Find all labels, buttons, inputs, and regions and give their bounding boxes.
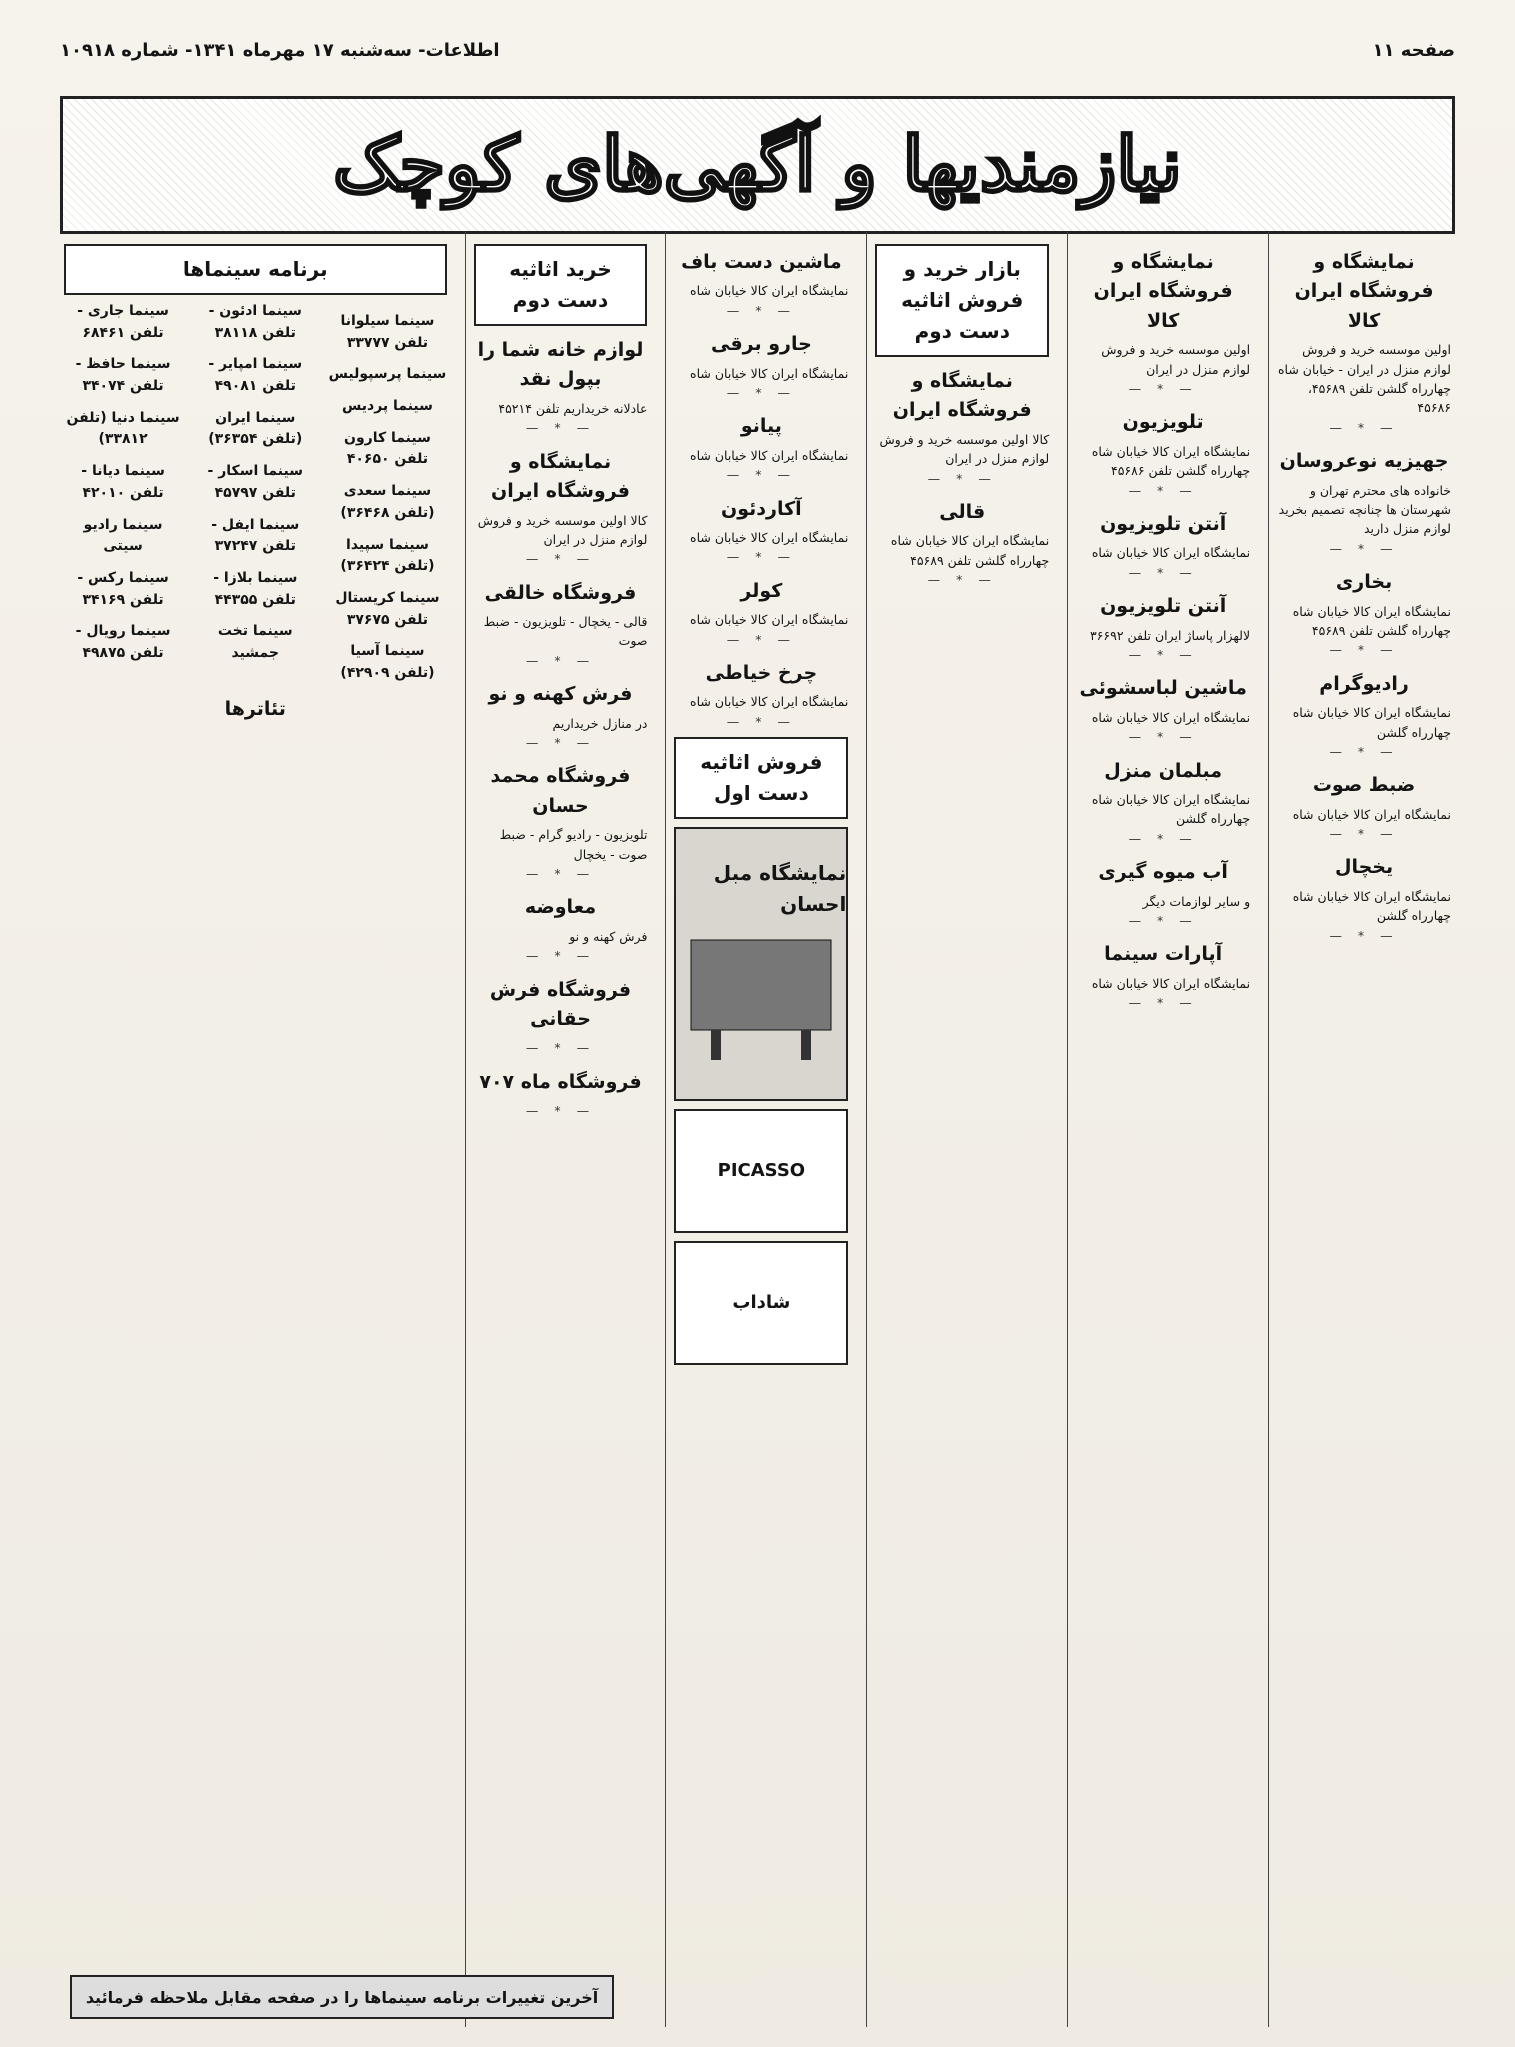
listing-heading: ماشین دست باف — [681, 251, 842, 273]
listing-heading: تلویزیون — [1122, 411, 1204, 434]
separator: — * — — [1329, 826, 1399, 842]
separator: — * — — [726, 467, 796, 483]
cinema-listing: سینما ایران (تلفن ۳۶۳۵۴) — [208, 409, 303, 448]
listing-text: تلویزیون - رادیو گرام - ضبط صوت - یخچال — [499, 827, 648, 862]
listing-text: خانواده های محترم تهران و شهرستان ها چنانچه تصمیم بخرید لوازم منزل دارید — [1278, 482, 1451, 537]
listing-text: نمایشگاه ایران کالا خیابان شاه چهارراه گلشن — [1091, 792, 1251, 827]
separator: — * — — [525, 420, 596, 436]
listing-text: نمایشگاه ایران کالا خیابان شاه — [1091, 975, 1251, 991]
page-number: صفحه ۱۱ — [1372, 39, 1455, 61]
listing-heading: کولر — [740, 579, 783, 602]
cinema-listing: سینما حافظ - تلفن ۳۴۰۷۴ — [75, 356, 171, 395]
ad-mobl — [674, 827, 848, 1101]
column-2 — [1067, 232, 1258, 2027]
listing-heading: آنتن تلویزیون — [1100, 595, 1227, 618]
column-5 — [465, 232, 656, 2027]
listing-heading: یخچال — [1334, 856, 1394, 879]
cinema-listing: سینما سعدی (تلفن ۳۶۴۶۸) — [340, 483, 435, 521]
listing-text: نمایشگاه ایران کالا خیابان شاه چهارراه گلشن تلفن ۴۵۶۸۶ — [1091, 443, 1251, 479]
issue-info: اطلاعات- سه‌شنبه ۱۷ مهرماه ۱۳۴۱- شماره ۱۰۹۱۸ — [60, 39, 500, 61]
listing-text: اولین موسسه خرید و فروش لوازم منزل در ایران - خیابان شاه چهارراه گلشن تلفن ۴۵۶۸۹، ۴۵۶۸۶ — [1277, 342, 1451, 416]
listing-text: نمایشگاه ایران کالا خیابان شاه — [690, 530, 849, 545]
listing-text: نمایشگاه ایران کالا خیابان شاه — [690, 612, 849, 628]
footer-notice: آخرین تغییرات برنامه سینماها را در صفحه مقابل ملاحظه فرمائید — [70, 1975, 614, 2019]
cinema-listing: سینما کارون تلفن ۴۰۶۵۰ — [344, 429, 431, 468]
cinema-listing: سینما رادیو سیتی — [83, 516, 163, 555]
separator: — * — — [525, 866, 596, 881]
page-header — [60, 28, 1455, 72]
chair-icon — [671, 920, 851, 1070]
cinema-listing: سینما پرسپولیس — [328, 366, 447, 383]
listing-heading: نمایشگاه و فروشگاه ایران کالا — [1093, 251, 1233, 332]
listing-heading: مبلمان منزل — [1104, 759, 1223, 782]
listing-heading: فروشگاه فرش حقانی — [489, 978, 632, 1030]
listing-text: نمایشگاه ایران کالا خیابان شاه — [690, 447, 849, 463]
column-6-cinemas — [56, 232, 455, 2027]
cinema-listing: سینما رکس - تلفن ۳۴۱۶۹ — [77, 569, 169, 608]
banner-title: نیازمندیها و آگهی‌های کوچک — [333, 122, 1182, 208]
separator: — * — — [726, 549, 796, 565]
separator: — * — — [1128, 647, 1198, 662]
listing-text: نمایشگاه ایران کالا خیابان شاه — [690, 283, 849, 299]
ad-title: نمایشگاه مبل احسان — [713, 861, 847, 917]
listing-heading: فروشگاه خالقی — [484, 581, 637, 604]
separator: — * — — [726, 713, 796, 729]
listing-text: نمایشگاه ایران کالا خیابان شاه چهارراه گلشن — [1292, 888, 1451, 924]
separator: — * — — [1128, 381, 1198, 397]
columns — [56, 232, 1459, 2027]
used-second-box: خرید اثاثیه دست دوم — [474, 244, 648, 326]
separator: — * — — [525, 948, 596, 964]
listing-text: عادلانه خریداریم تلفن ۴۵۲۱۴ — [498, 400, 648, 416]
listing-text: فرش کهنه و نو — [569, 928, 648, 944]
listing-text: کالا اولین موسسه خرید و فروش لوازم منزل در ایران — [477, 512, 648, 547]
separator: — * — — [1128, 482, 1198, 498]
separator: — * — — [525, 652, 596, 668]
separator: — * — — [1128, 564, 1198, 580]
separator: — * — — [1128, 912, 1198, 928]
column-4 — [665, 232, 856, 2027]
listing-heading: نمایشگاه و فروشگاه ایران — [892, 370, 1032, 422]
listing-heading: جارو برقی — [710, 333, 812, 356]
separator: — * — — [1329, 927, 1399, 943]
listing-heading: فرش کهنه و نو — [488, 683, 633, 706]
cinema-listing: سینما بلازا - تلفن ۴۴۳۵۵ — [213, 569, 298, 608]
column-3 — [866, 232, 1057, 2027]
cinema-listing: سینما کریستال تلفن ۳۷۶۷۵ — [335, 589, 440, 628]
cinema-listing: سینما آسیا (تلفن ۴۲۹۰۹) — [340, 643, 435, 681]
listing-heading: آب میوه گیری — [1098, 861, 1228, 884]
listing-heading: چرخ خیاطی — [705, 661, 818, 684]
column-1 — [1268, 232, 1459, 2027]
cinema-listing: سینما دنیا (تلفن ۳۳۸۱۲) — [66, 409, 180, 448]
cinema-listing: سینما تخت جمشید — [217, 623, 293, 661]
listing-heading: نمایشگاه و فروشگاه ایران کالا — [1294, 251, 1434, 332]
separator: — * — — [525, 1040, 596, 1056]
listing-text: لالهزار پاساژ ایران تلفن ۳۶۶۹۲ — [1089, 627, 1251, 643]
theaters-title: تئاترها — [224, 697, 286, 720]
listing-heading: فروشگاه محمد حسان — [490, 765, 631, 817]
listing-heading: قالی — [939, 501, 986, 523]
used-first-box: فروش اثاثیه دست اول — [674, 737, 848, 819]
listing-text: نمایشگاه ایران کالا خیابان شاه — [1292, 806, 1451, 822]
cinema-listing: سینما دیانا - تلفن ۴۲۰۱۰ — [81, 463, 165, 501]
listing-text: نمایشگاه ایران کالا خیابان شاه — [690, 694, 849, 710]
listing-text: نمایشگاه ایران کالا خیابان شاه چهارراه گلشن تلفن ۴۵۶۸۹ — [890, 533, 1050, 568]
separator: — * — — [525, 1103, 596, 1119]
listing-text: نمایشگاه ایران کالا خیابان شاه — [1091, 709, 1251, 725]
cinema-listing: سینما امپایر - تلفن ۴۹۰۸۱ — [208, 356, 303, 395]
cinema-title: برنامه سینماها — [64, 244, 447, 295]
separator: — * — — [525, 735, 596, 750]
separator: — * — — [1329, 743, 1399, 759]
listing-heading: جهیزیه نوعروسان — [1279, 450, 1449, 473]
listing-text: در منازل خریداریم — [552, 715, 648, 731]
listing-text: نمایشگاه ایران کالا خیابان شاه — [1091, 545, 1251, 561]
cinema-listing: سینما پردیس — [341, 398, 433, 415]
separator: — * — — [1128, 830, 1198, 846]
listing-heading: آنتن تلویزیون — [1100, 513, 1227, 535]
separator: — * — — [1128, 729, 1198, 745]
listing-text: نمایشگاه ایران کالا خیابان شاه — [690, 365, 849, 381]
listing-heading: لوازم خانه شما را بپول نقد — [477, 339, 644, 391]
listing-text: قالی - یخچال - تلویزیون - ضبط صوت — [483, 614, 648, 649]
separator: — * — — [726, 631, 796, 647]
listing-heading: ضبط صوت — [1312, 774, 1416, 797]
listing-heading: فروشگاه ماه ۷۰۷ — [479, 1070, 642, 1093]
separator: — * — — [927, 572, 997, 588]
cinema-listing: سینما ادئون - تلفن ۳۸۱۱۸ — [208, 303, 302, 341]
cinema-listing: سینما اسکار - تلفن ۴۵۷۹۷ — [207, 463, 303, 501]
listing-text: نمایشگاه ایران کالا خیابان شاه چهارراه گلشن تلفن ۴۵۶۸۹ — [1292, 603, 1451, 638]
separator: — * — — [525, 551, 596, 567]
listing-heading: آپارات سینما — [1104, 943, 1223, 966]
ad-shadab: شاداب — [674, 1241, 848, 1365]
separator: — * — — [1329, 419, 1399, 435]
cinema-listing: سینما رویال - تلفن ۴۹۸۷۵ — [75, 623, 171, 661]
listing-text: اولین موسسه خرید و فروش لوازم منزل در ایران — [1101, 342, 1251, 377]
listing-heading: نمایشگاه و فروشگاه ایران — [491, 450, 630, 503]
cinema-listing: سینما سپیدا (تلفن ۳۶۴۲۴) — [340, 536, 435, 575]
cinema-listing: سینما ایفل - تلفن ۳۷۲۴۷ — [211, 516, 300, 555]
separator: — * — — [1329, 540, 1399, 556]
banner — [60, 96, 1455, 234]
listing-heading: پیانو — [740, 415, 782, 438]
separator: — * — — [726, 385, 796, 400]
listing-heading: معاوضه — [524, 896, 597, 919]
bazaar-title: بازار خرید و فروش اثاثیه دست دوم — [875, 244, 1049, 357]
listing-text: کالا اولین موسسه خرید و فروش لوازم منزل در ایران — [879, 431, 1050, 467]
listing-heading: رادیوگرام — [1319, 672, 1409, 695]
ad-picasso: PICASSO — [674, 1109, 848, 1233]
separator: — * — — [1329, 642, 1399, 658]
listing-heading: ماشین لباسشوئی — [1079, 677, 1247, 700]
cinema-listing: سینما جاری - تلفن ۶۸۴۶۱ — [77, 303, 169, 341]
cinema-listing: سینما سیلوانا تلفن ۳۳۷۷۷ — [340, 313, 435, 351]
listing-heading: بخاری — [1335, 571, 1393, 594]
separator: — * — — [726, 302, 796, 318]
listing-heading: آکاردئون — [721, 497, 802, 520]
listing-text: و سایر لوازمات دیگر — [1142, 893, 1251, 909]
listing-text: نمایشگاه ایران کالا خیابان شاه چهارراه گلشن — [1292, 705, 1451, 740]
separator: — * — — [927, 470, 997, 486]
separator: — * — — [1128, 995, 1198, 1011]
